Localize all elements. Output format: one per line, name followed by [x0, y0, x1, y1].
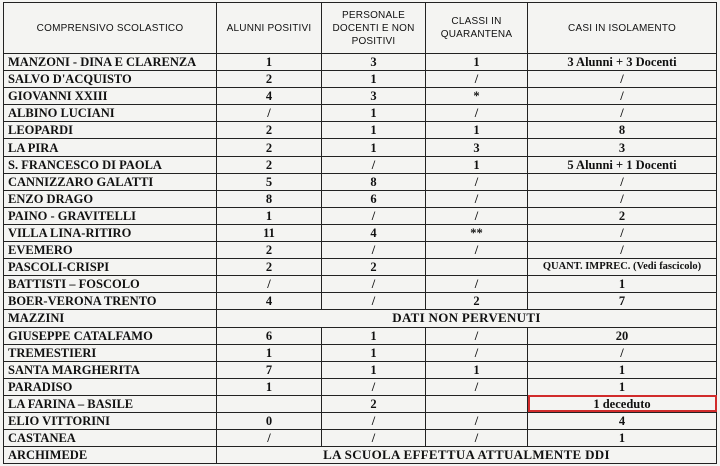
table-row [4, 71, 717, 88]
classes-quarantine-cell: / [426, 430, 528, 447]
isolation-cases-cell: / [528, 88, 717, 105]
isolation-cases-cell: 3 [528, 139, 717, 156]
table-row [4, 327, 717, 344]
classes-quarantine-cell: / [426, 190, 528, 207]
pupils-positive-cell: 0 [217, 412, 322, 429]
header-school: COMPRENSIVO SCOLASTICO [4, 3, 217, 54]
staff-positive-cell: / [322, 276, 426, 293]
staff-positive-cell: 8 [322, 173, 426, 190]
classes-quarantine-cell: 1 [426, 361, 528, 378]
staff-positive-cell: 3 [322, 88, 426, 105]
isolation-cases-cell: 1 [528, 378, 717, 395]
classes-quarantine-cell: / [426, 207, 528, 224]
isolation-cases-cell: / [528, 224, 717, 241]
school-name-cell: GIOVANNI XXIII [4, 88, 217, 105]
isolation-cases-cell: 5 Alunni + 1 Docenti [528, 156, 717, 173]
classes-quarantine-cell: / [426, 276, 528, 293]
document-sheet [3, 2, 716, 464]
school-name-cell: MAZZINI [4, 310, 217, 327]
pupils-positive-cell: 2 [217, 139, 322, 156]
classes-quarantine-cell: 2 [426, 293, 528, 310]
table-row [4, 259, 717, 276]
isolation-cases-cell: 1 [528, 276, 717, 293]
isolation-cases-cell: / [528, 71, 717, 88]
isolation-cases-cell: / [528, 190, 717, 207]
header-isolation-cases: CASI IN ISOLAMENTO [528, 3, 717, 54]
isolation-cases-cell: / [528, 242, 717, 259]
staff-positive-cell: 3 [322, 54, 426, 71]
staff-positive-cell: / [322, 207, 426, 224]
school-name-cell: PAINO - GRAVITELLI [4, 207, 217, 224]
isolation-cases-cell: 4 [528, 412, 717, 429]
staff-positive-cell: / [322, 430, 426, 447]
staff-positive-cell: / [322, 156, 426, 173]
pupils-positive-cell: / [217, 105, 322, 122]
staff-positive-cell: 1 [322, 327, 426, 344]
table-header [4, 3, 717, 54]
pupils-positive-cell: 2 [217, 156, 322, 173]
header-pupils-positive: ALUNNI POSITIVI [217, 3, 322, 54]
pupils-positive-cell: 2 [217, 71, 322, 88]
table-row [4, 224, 717, 241]
pupils-positive-cell: 1 [217, 54, 322, 71]
isolation-cases-cell: / [528, 105, 717, 122]
classes-quarantine-cell: / [426, 105, 528, 122]
isolation-cases-cell: 20 [528, 327, 717, 344]
isolation-cases-cell: 7 [528, 293, 717, 310]
classes-quarantine-cell: / [426, 344, 528, 361]
table-row [4, 139, 717, 156]
table-row [4, 310, 717, 327]
table-body [4, 54, 717, 464]
pupils-positive-cell: 4 [217, 88, 322, 105]
staff-positive-cell: 1 [322, 344, 426, 361]
table-row [4, 122, 717, 139]
pupils-positive-cell: 1 [217, 378, 322, 395]
span-message-cell: DATI NON PERVENUTI [217, 310, 717, 327]
school-name-cell: SALVO D'ACQUISTO [4, 71, 217, 88]
school-name-cell: ARCHIMEDE [4, 447, 217, 464]
school-name-cell: BATTISTI – FOSCOLO [4, 276, 217, 293]
classes-quarantine-cell: * [426, 88, 528, 105]
staff-positive-cell: / [322, 242, 426, 259]
span-message-cell: LA SCUOLA EFFETTUA ATTUALMENTE DDI [217, 447, 717, 464]
staff-positive-cell: / [322, 412, 426, 429]
table-row [4, 430, 717, 447]
pupils-positive-cell: 1 [217, 344, 322, 361]
isolation-cases-cell: 1 [528, 430, 717, 447]
isolation-cases-cell: 1 [528, 361, 717, 378]
classes-quarantine-cell: / [426, 412, 528, 429]
school-name-cell: PASCOLI-CRISPI [4, 259, 217, 276]
school-name-cell: PARADISO [4, 378, 217, 395]
classes-quarantine-cell: / [426, 242, 528, 259]
school-name-cell: CASTANEA [4, 430, 217, 447]
header-staff-positive: PERSONALE DOCENTI E NON POSITIVI [322, 3, 426, 54]
staff-positive-cell: 2 [322, 395, 426, 412]
table-row [4, 447, 717, 464]
pupils-positive-cell: 11 [217, 224, 322, 241]
staff-positive-cell: / [322, 378, 426, 395]
table-row [4, 242, 717, 259]
classes-quarantine-cell: / [426, 173, 528, 190]
pupils-positive-cell: / [217, 276, 322, 293]
classes-quarantine-cell: 1 [426, 54, 528, 71]
classes-quarantine-cell: / [426, 327, 528, 344]
pupils-positive-cell: 7 [217, 361, 322, 378]
pupils-positive-cell: 2 [217, 259, 322, 276]
pupils-positive-cell: 8 [217, 190, 322, 207]
staff-positive-cell: / [322, 293, 426, 310]
table-row [4, 190, 717, 207]
staff-positive-cell: 1 [322, 71, 426, 88]
pupils-positive-cell: 6 [217, 327, 322, 344]
classes-quarantine-cell: 1 [426, 156, 528, 173]
isolation-cases-cell: / [528, 173, 717, 190]
covid-schools-table [3, 2, 717, 464]
header-row [4, 3, 717, 54]
classes-quarantine-cell: / [426, 71, 528, 88]
school-name-cell: TREMESTIERI [4, 344, 217, 361]
school-name-cell: ALBINO LUCIANI [4, 105, 217, 122]
table-row [4, 293, 717, 310]
isolation-cases-cell: 1 deceduto [528, 395, 717, 412]
school-name-cell: LEOPARDI [4, 122, 217, 139]
school-name-cell: SANTA MARGHERITA [4, 361, 217, 378]
table-row [4, 344, 717, 361]
school-name-cell: LA PIRA [4, 139, 217, 156]
classes-quarantine-cell: 1 [426, 122, 528, 139]
table-row [4, 173, 717, 190]
table-row [4, 395, 717, 412]
school-name-cell: BOER-VERONA TRENTO [4, 293, 217, 310]
isolation-cases-cell: 8 [528, 122, 717, 139]
staff-positive-cell: 4 [322, 224, 426, 241]
table-row [4, 156, 717, 173]
staff-positive-cell: 1 [322, 361, 426, 378]
table-row [4, 412, 717, 429]
staff-positive-cell: 6 [322, 190, 426, 207]
pupils-positive-cell: / [217, 430, 322, 447]
school-name-cell: CANNIZZARO GALATTI [4, 173, 217, 190]
isolation-cases-cell: QUANT. IMPREC. (Vedi fascicolo) [528, 259, 717, 276]
staff-positive-cell: 1 [322, 105, 426, 122]
classes-quarantine-cell: ** [426, 224, 528, 241]
pupils-positive-cell: 1 [217, 207, 322, 224]
isolation-cases-cell: 3 Alunni + 3 Docenti [528, 54, 717, 71]
pupils-positive-cell: 4 [217, 293, 322, 310]
school-name-cell: GIUSEPPE CATALFAMO [4, 327, 217, 344]
header-classes-quarantine: CLASSI IN QUARANTENA [426, 3, 528, 54]
table-row [4, 276, 717, 293]
table-row [4, 361, 717, 378]
pupils-positive-cell: 2 [217, 242, 322, 259]
table-row [4, 207, 717, 224]
school-name-cell: VILLA LINA-RITIRO [4, 224, 217, 241]
staff-positive-cell: 1 [322, 122, 426, 139]
pupils-positive-cell: 2 [217, 122, 322, 139]
table-row [4, 54, 717, 71]
school-name-cell: LA FARINA – BASILE [4, 395, 217, 412]
isolation-cases-cell: / [528, 344, 717, 361]
school-name-cell: ENZO DRAGO [4, 190, 217, 207]
classes-quarantine-cell: 3 [426, 139, 528, 156]
school-name-cell: MANZONI - DINA E CLARENZA [4, 54, 217, 71]
staff-positive-cell: 1 [322, 139, 426, 156]
classes-quarantine-cell [426, 395, 528, 412]
table-row [4, 88, 717, 105]
school-name-cell: ELIO VITTORINI [4, 412, 217, 429]
table-row [4, 105, 717, 122]
isolation-cases-cell: 2 [528, 207, 717, 224]
classes-quarantine-cell: / [426, 378, 528, 395]
pupils-positive-cell: 5 [217, 173, 322, 190]
school-name-cell: EVEMERO [4, 242, 217, 259]
pupils-positive-cell [217, 395, 322, 412]
table-row [4, 378, 717, 395]
staff-positive-cell: 2 [322, 259, 426, 276]
school-name-cell: S. FRANCESCO DI PAOLA [4, 156, 217, 173]
classes-quarantine-cell [426, 259, 528, 276]
